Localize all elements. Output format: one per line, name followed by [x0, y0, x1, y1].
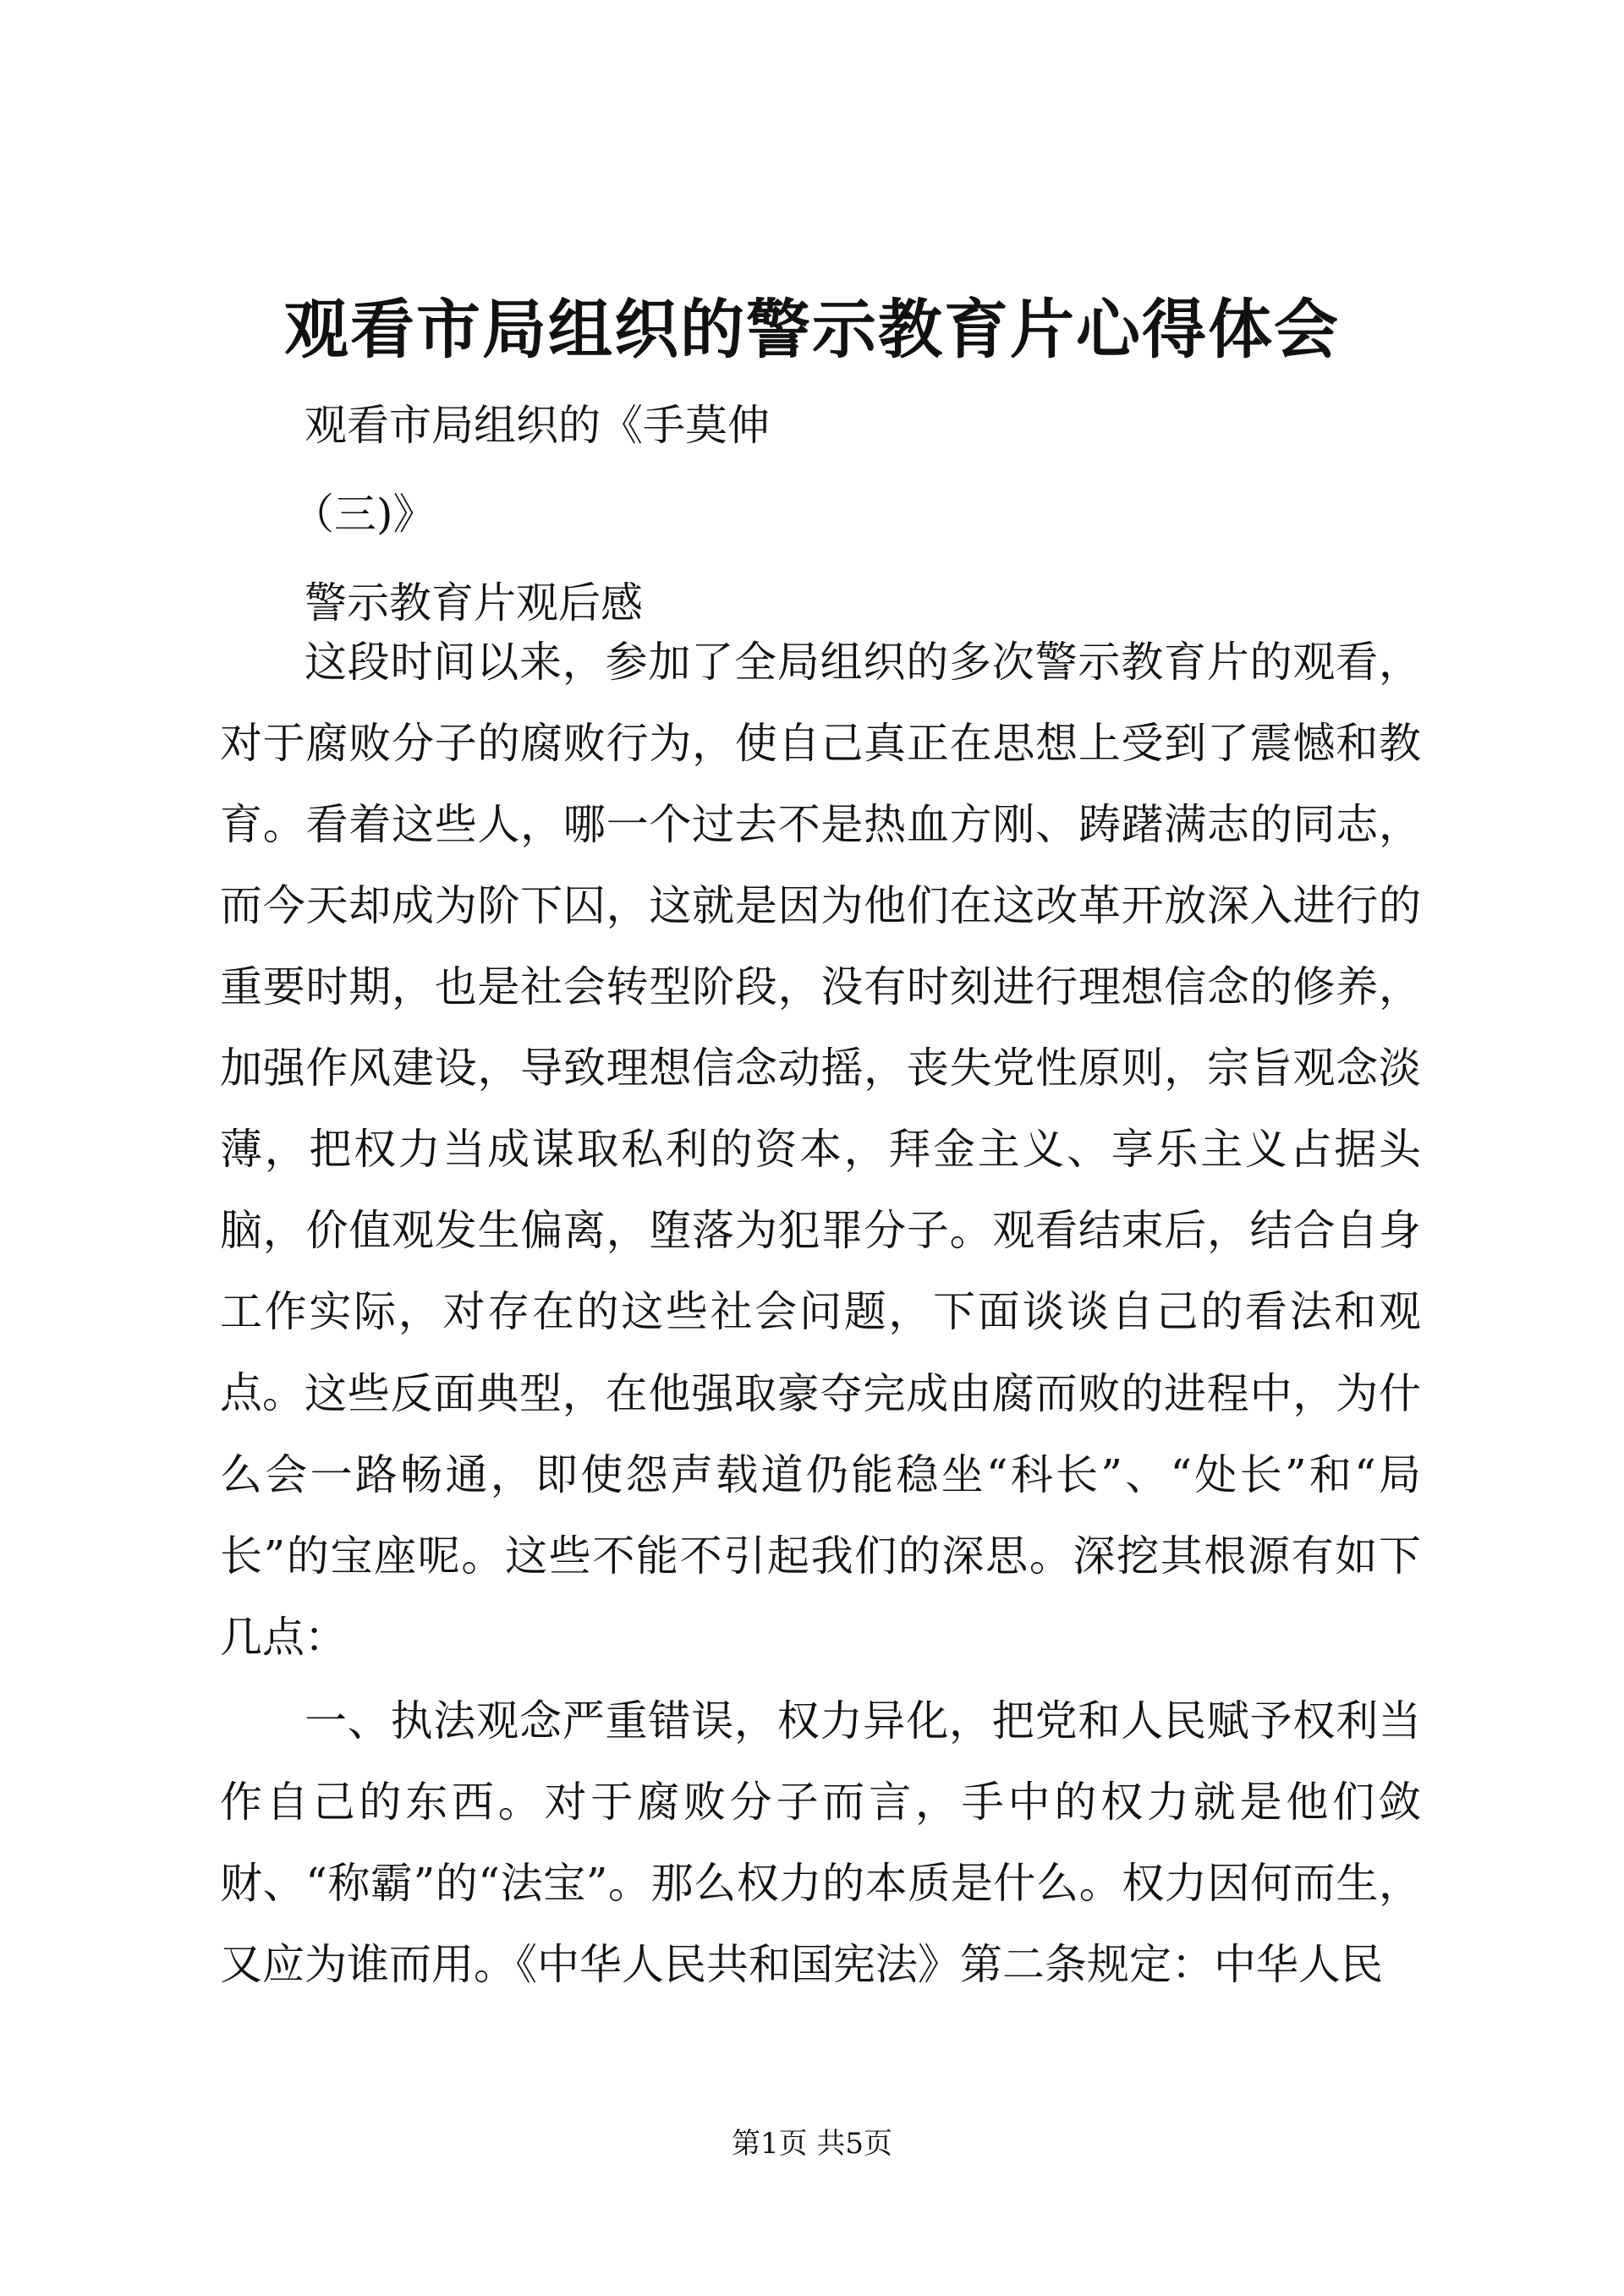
- subtitle-line-2: （三)》: [292, 490, 436, 539]
- page-footer: 第1页 共5页: [731, 2127, 893, 2161]
- document-title: 观看市局组织的警示教育片心得体会: [284, 292, 1340, 367]
- body-paragraph-2: 这些反面典型，在他强取豪夺完成由腐而败的进程中，为什么会一路畅通，即使怨声载道仍能稳坐“科长”、“处长”和“局长”的宝座呢。这些不能不引起我们的深思。深挖其根源有如下几点：: [220, 1369, 1421, 1662]
- subtitle-line-3: 警示教育片观后感: [304, 578, 643, 627]
- body-paragraph-1: 这段时间以来，参加了全局组织的多次警示教育片的观看，对于腐败分子的腐败行为，使自己真正在思想上受到了震憾和教育。看着这些人，哪一个过去不是热血方刚、踌躇满志的同志，而今天却成为阶下囚，这就是因为他们在这改革开放深入进行的重要时期，也是社会转型阶段，没有时刻进行理想信念的修养，加强作风建设，导致理想信念动摇，丧失党性原则，宗旨观念淡薄，把权力当成谋取私利的资本，拜金主义、享乐主义占据头脑，价值观发生偏离，堕落为犯罪分子。观看结束后，结合自身工作实际，对存在的这些社会问题，下面谈谈自己的看法和观点。: [220, 638, 1421, 1417]
- subtitle-line-1: 观看市局组织的《手莫伸: [304, 401, 770, 450]
- body-paragraph-3: 一、执法观念严重错误，权力异化，把党和人民赋予权利当作自己的东西。对于腐败分子而言，手中的权力就是他们敛财、“称霸”的“法宝”。那么权力的本质是什么。权力因何而生，又应为谁而用。《中华人民共和国宪法》第二条规定：中华人民: [220, 1696, 1421, 1989]
